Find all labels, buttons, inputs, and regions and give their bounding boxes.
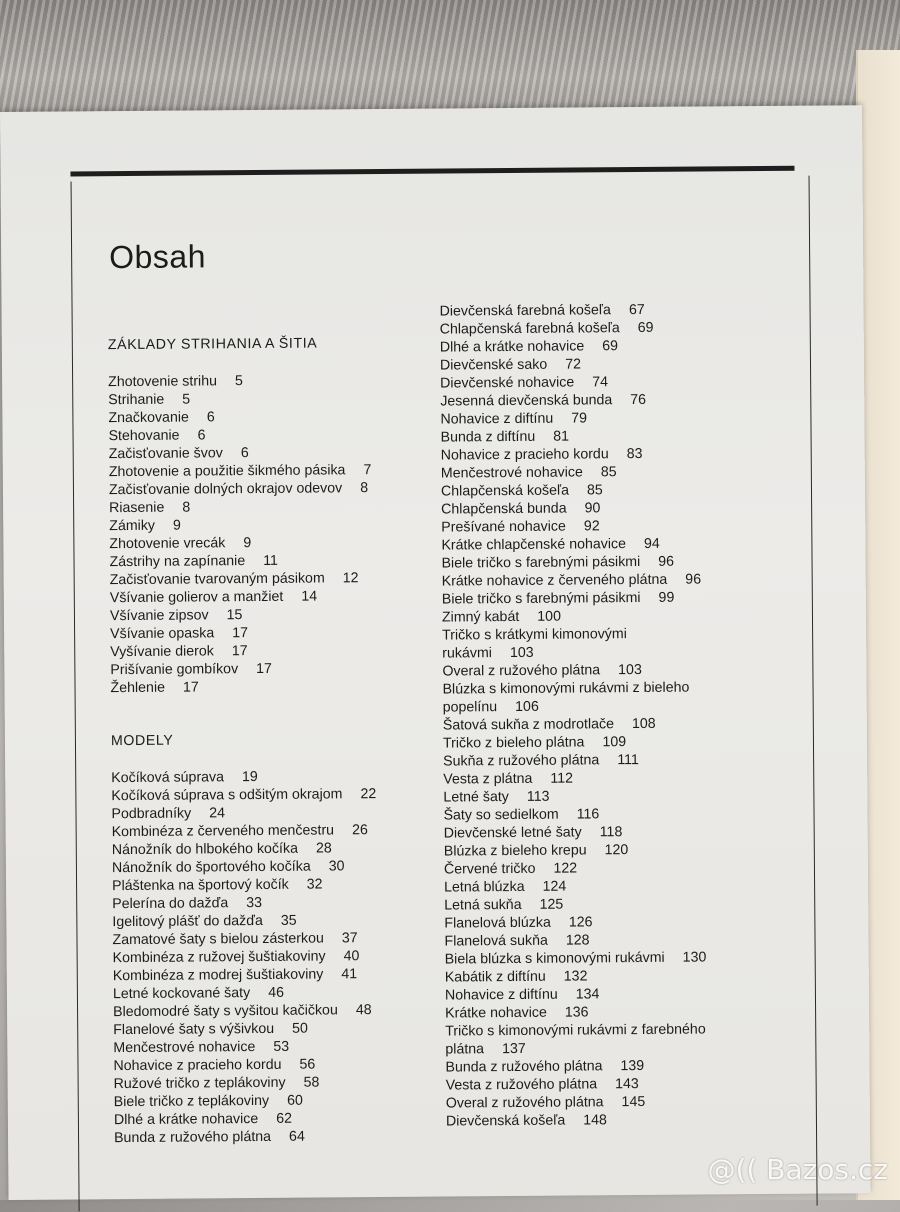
toc-entry-page: 60: [287, 1092, 303, 1109]
toc-entry-page: 126: [568, 914, 593, 931]
toc-entry-title: Flanelová sukňa: [444, 932, 548, 950]
toc-entry-page: 46: [268, 984, 285, 1001]
toc-entry-title-continued: rukávmi: [442, 645, 493, 662]
toc-entry-title: Zamatové šaty s bielou zásterkou: [112, 930, 324, 949]
toc-entry-title: Overal z ružového plátna: [445, 1094, 604, 1112]
toc-entry-page: 17: [256, 660, 272, 678]
toc-entry-page: 37: [341, 930, 358, 947]
toc-entry-title: Začisťovanie dolných okrajov odevov: [108, 480, 343, 499]
toc-entry-title: Letná sukňa: [444, 896, 522, 914]
toc-entry-title: Bunda z ružového plátna: [445, 1058, 603, 1076]
toc-entry-title: Všívanie golierov a manžiet: [109, 588, 284, 607]
toc-entry-title: Krátke chlapčenské nohavice: [441, 536, 627, 554]
toc-entry-title: Tričko s krátkymi kimonovými: [442, 626, 627, 644]
toc-entry-title: Nánožník do hlbokého kočíka: [111, 840, 298, 859]
book-page: [0, 105, 871, 1200]
toc-entry-title: Riasenie: [109, 499, 165, 517]
toc-entry-title: Igelitový plášť do dažďa: [112, 912, 263, 931]
toc-list-basics: [108, 370, 451, 697]
toc-entry-page: 50: [292, 1020, 308, 1037]
toc-entry-page: 22: [360, 786, 377, 803]
toc-entry-title: Ružové tričko z teplákoviny: [113, 1074, 286, 1093]
toc-entry-page: 132: [563, 968, 588, 985]
toc-entry-title: Dievčenské letné šaty: [443, 824, 582, 842]
toc-entry-title: Letná blúzka: [444, 878, 525, 896]
toc-entry-page: 15: [226, 607, 243, 624]
toc-entry: [442, 624, 802, 663]
toc-entry-page: 83: [626, 445, 643, 463]
toc-entry-page: 103: [618, 661, 642, 679]
toc-entry-title: Prišívanie gombíkov: [110, 661, 239, 679]
toc-entry-title: Bunda z diftínu: [440, 428, 536, 446]
toc-entry-page: 12: [342, 570, 359, 587]
toc-entry-title: Začisťovanie tvarovaným pásikom: [109, 570, 325, 589]
toc-entry-title: Prešívané nohavice: [441, 518, 566, 536]
toc-entry-page: 137: [501, 1040, 526, 1058]
toc-entry-page: 64: [288, 1128, 305, 1145]
toc-entry-title: Kočíková súprava s odšitým okrajom: [111, 786, 343, 805]
toc-entry-title: Nohavice z diftínu: [440, 410, 554, 428]
toc-entry-page: 35: [280, 912, 297, 929]
toc-entry-title: Kombinéza z ružovej šuštiakoviny: [112, 948, 326, 967]
toc-entry-page: 85: [600, 464, 617, 481]
toc-entry-title: Zhotovenie vrecák: [109, 535, 226, 553]
toc-entry-page: 48: [355, 1002, 372, 1019]
toc-entry-page: 76: [630, 391, 647, 409]
toc-entry-title: Tričko s kimonovými rukávmi z farebného: [445, 1021, 706, 1040]
toc-entry-page: 32: [306, 876, 323, 893]
toc-entry-page: 9: [243, 535, 252, 552]
toc-entry-page: 128: [565, 932, 590, 949]
toc-entry-title: Začisťovanie švov: [108, 445, 223, 463]
toc-entry-page: 17: [232, 625, 249, 642]
toc-entry-page: 94: [643, 535, 660, 552]
toc-entry-title: Jesenná dievčenská bunda: [440, 392, 613, 410]
toc-right-column: [440, 300, 806, 1131]
toc-entry-title: Značkovanie: [108, 409, 189, 427]
toc-entry-title: Pelerína do dažďa: [112, 895, 229, 913]
toc-entry-page: 136: [564, 1004, 589, 1021]
toc-entry-title: Všívanie zipsov: [109, 607, 209, 625]
toc-entry-page: 56: [299, 1056, 316, 1073]
toc-entry-title: Pláštenka na športový kočík: [112, 876, 289, 895]
toc-entry-title: Vesta z ružového plátna: [445, 1076, 598, 1094]
toc-entry-page: 9: [172, 517, 181, 534]
toc-entry-page: 139: [620, 1057, 645, 1075]
toc-entry-page: 108: [631, 715, 656, 733]
toc-entry-page: 143: [615, 1076, 639, 1093]
top-rule: [70, 166, 794, 177]
toc-entry-page: 74: [592, 374, 609, 391]
toc-entry-page: 17: [182, 679, 199, 696]
toc-entry-page: 58: [303, 1074, 320, 1091]
toc-entry-title: Dievčenské sako: [439, 356, 548, 374]
toc-entry-page: 109: [602, 734, 627, 751]
toc-entry-page: 130: [682, 949, 707, 966]
toc-entry-title: Flanelové šaty s výšivkou: [113, 1020, 275, 1039]
toc-entry-page: 8: [360, 480, 369, 497]
toc-entry-title: Dievčenská košeľa: [445, 1112, 566, 1130]
toc-entry-page: 118: [599, 824, 623, 841]
toc-entry-page: 96: [685, 571, 702, 588]
toc-entry-title: Dievčenské nohavice: [440, 374, 575, 392]
toc-entry: [445, 1020, 805, 1059]
toc-entry-title: Biela blúzka s kimonovými rukávmi: [444, 949, 665, 968]
toc-entry-title: Kabátik z diftínu: [444, 968, 546, 986]
section-heading-models: MODELY: [110, 732, 174, 750]
toc-entry-title: Letné kockované šaty: [112, 985, 251, 1003]
toc-entry-title: Strihanie: [108, 391, 165, 409]
toc-left-column: [108, 332, 454, 1147]
toc-entry-title: Chlapčenská košeľa: [440, 482, 570, 500]
toc-entry-title: Vyšívanie dierok: [110, 643, 214, 661]
toc-entry-page: 28: [315, 840, 332, 857]
toc-entry-title: Chlapčenská bunda: [441, 500, 567, 518]
toc-entry: [442, 678, 802, 717]
toc-entry-title: Nohavice z pracieho kordu: [440, 446, 609, 464]
toc-entry-title: Žehlenie: [110, 679, 166, 697]
toc-entry-page: 19: [241, 768, 258, 786]
section-heading-basics: ZÁKLADY STRIHANIA A ŠITIA: [107, 335, 318, 354]
toc-entry-title: Krátke nohavice: [445, 1004, 547, 1022]
toc-entry-title: Menčestrové nohavice: [440, 464, 583, 482]
toc-entry-page: 8: [182, 499, 191, 516]
toc-entry-page: 113: [526, 788, 550, 805]
toc-entry-page: 62: [276, 1110, 293, 1127]
toc-entry-title: Šatová sukňa z modrotlače: [442, 716, 615, 734]
toc-entry-title: Zimný kabát: [441, 608, 520, 626]
toc-entry-page: 67: [628, 301, 645, 319]
toc-entry-title: Biele tričko s farebnými pásikmi: [441, 553, 641, 572]
toc-entry-page: 53: [273, 1038, 290, 1055]
toc-entry-page: 41: [341, 966, 358, 983]
toc-entry-page: 116: [576, 806, 600, 823]
toc-entry-title: Bledomodré šaty s vyšitou kačičkou: [113, 1002, 338, 1021]
toc-entry-page: 96: [658, 553, 675, 570]
toc-entry-title: Nohavice z pracieho kordu: [113, 1056, 282, 1075]
toc-entry-title: Letné šaty: [443, 789, 509, 806]
toc-entry-title: Blúzka s kimonovými rukávmi z bieleho: [442, 679, 690, 698]
toc-entry-title: Zástrihy na zapínanie: [109, 553, 246, 571]
toc-entry-page: 79: [571, 410, 588, 427]
toc-entry-title: Dlhé a krátke nohavice: [439, 338, 585, 356]
toc-entry-title: Zámiky: [109, 517, 156, 535]
toc-entry-page: 145: [621, 1093, 646, 1111]
toc-entry-title: Kombinéza z modrej šuštiakoviny: [112, 966, 324, 985]
toc-entry-page: 100: [537, 608, 561, 625]
toc-entry-page: 14: [301, 588, 318, 605]
toc-entry-page: 72: [565, 356, 582, 373]
toc-entry-title: Červené tričko: [443, 860, 536, 878]
toc-entry-title: Nánožník do športového kočíka: [111, 858, 311, 877]
toc-entry-page: 6: [206, 409, 215, 426]
toc-entry-title: Biele tričko s farebnými pásikmi: [441, 589, 641, 608]
toc-entry-title: Sukňa z ružového plátna: [443, 752, 600, 770]
toc-entry-title: Podbradníky: [111, 805, 192, 823]
toc-entry-title: Overal z ružového plátna: [442, 662, 601, 680]
toc-entry-title: Bunda z ružového plátna: [113, 1128, 272, 1147]
toc-entry-page: 30: [328, 858, 345, 875]
toc-entry-page: 69: [602, 338, 619, 355]
toc-entry-page: 24: [209, 805, 226, 822]
toc-entry-page: 5: [234, 373, 243, 390]
toc-entry-page: 120: [604, 842, 629, 859]
toc-entry-page: 125: [539, 896, 564, 913]
toc-entry-page: 5: [182, 391, 191, 408]
toc-entry: [114, 1126, 454, 1147]
toc-entry-page: 92: [583, 518, 600, 535]
toc-entry-title: Stehovanie: [108, 427, 180, 445]
toc-entry-title-continued: plátna: [445, 1041, 485, 1058]
page-title: Obsah: [109, 238, 207, 276]
toc-entry-page: 69: [637, 319, 654, 336]
toc-entry-page: 81: [553, 428, 570, 445]
toc-entry-page: 40: [343, 948, 360, 965]
toc-entry-page: 103: [509, 644, 534, 662]
toc-entry-page: 124: [542, 878, 567, 895]
toc-entry-title: Krátke nohavice z červeného plátna: [441, 571, 668, 590]
toc-list-models: [111, 766, 454, 1147]
toc-entry-title: Chlapčenská farebná košeľa: [439, 320, 620, 338]
toc-entry-page: 148: [583, 1112, 607, 1129]
toc-entry-page: 106: [515, 698, 539, 715]
toc-entry-title: Všívanie opaska: [110, 625, 215, 643]
toc-entry-title: Biele tričko z teplákoviny: [113, 1092, 270, 1111]
toc-entry-page: 111: [617, 752, 639, 769]
toc-entry-title: Šaty so sedielkom: [443, 806, 559, 824]
toc-entry-page: 11: [263, 552, 278, 569]
toc-entry-title: Dlhé a krátke nohavice: [113, 1111, 259, 1129]
toc-entry-title: Kombinéza z červeného menčestru: [111, 822, 335, 841]
toc-entry-page: 85: [586, 482, 603, 499]
toc-entry-title: Dievčenská farebná košeľa: [439, 302, 611, 320]
toc-entry-title: Tričko z bieleho plátna: [442, 734, 585, 752]
toc-entry-page: 134: [575, 986, 600, 1003]
toc-entry-page: 26: [351, 822, 368, 839]
toc-entry-page: 6: [197, 427, 206, 444]
toc-entry-title-continued: popelínu: [442, 699, 498, 716]
toc-entry-page: 99: [658, 589, 675, 606]
toc-entry-title: Vesta z plátna: [443, 770, 533, 788]
toc-entry-page: 7: [363, 462, 372, 479]
toc-entry-page: 112: [550, 770, 574, 787]
toc-entry-page: 33: [246, 894, 263, 912]
toc-entry-title: Flanelová blúzka: [444, 914, 551, 932]
toc-entry-page: 90: [584, 500, 601, 517]
toc-entry-title: Kočíková súprava: [111, 769, 225, 787]
toc-entry-title: Zhotovenie strihu: [108, 373, 218, 391]
toc-entry-title: Blúzka z bieleho krepu: [443, 842, 587, 860]
toc-entry-page: 122: [553, 860, 578, 877]
watermark-logo: @(( Bazos.cz: [707, 1153, 888, 1186]
toc-entry-title: Zhotovenie a použitie šikmého pásika: [108, 462, 346, 481]
toc-entry: [446, 1110, 806, 1131]
toc-entry-title: Menčestrové nohavice: [113, 1039, 256, 1057]
toc-entry-page: 17: [231, 643, 248, 660]
toc-entry-title: Nohavice z diftínu: [444, 986, 558, 1004]
toc-entry-page: 6: [240, 445, 249, 462]
